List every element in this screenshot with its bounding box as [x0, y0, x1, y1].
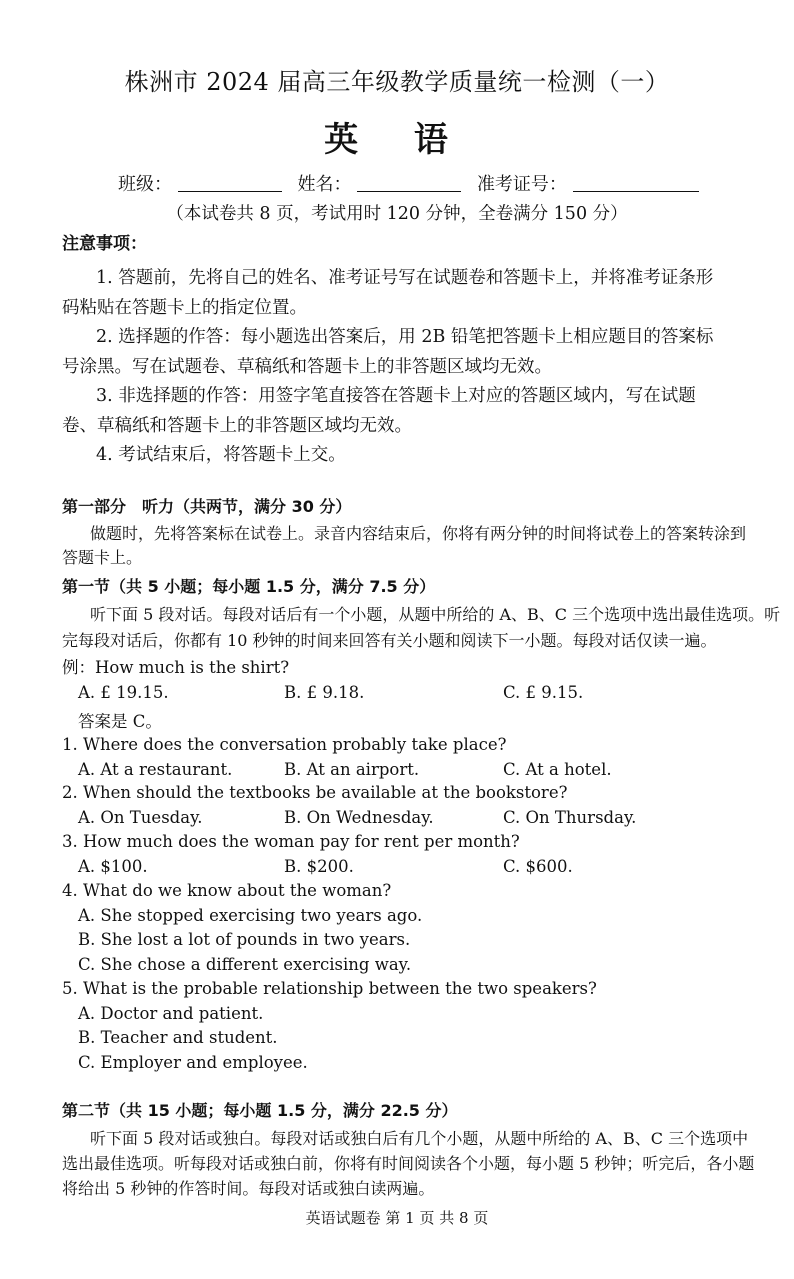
example-question: 例：How much is the shirt?: [62, 658, 290, 677]
question-1: 1. Where does the conversation probably take place?: [62, 735, 507, 754]
q4-option-c: C. She chose a different exercising way.: [78, 955, 412, 974]
q2-option-b: B. On Wednesday.: [284, 808, 434, 827]
intro-line: 选出最佳选项。听每段对话或独白前，你将有时间阅读各个小题，每小题 5 秒钟；听完后，各小题: [62, 1154, 755, 1173]
q1-option-a: A. At a restaurant.: [78, 760, 233, 779]
q3-option-b: B. $200.: [284, 857, 354, 876]
exam-id-label: 准考证号：: [476, 174, 567, 195]
intro-line: 答题卡上。: [62, 548, 143, 567]
student-info-fields: [118, 170, 699, 196]
notice-heading: 注意事项：: [62, 234, 147, 254]
notice-line: 4. 考试结束后，将答题卡上交。: [96, 445, 346, 465]
example-option-b: B. £ 9.18.: [284, 683, 365, 702]
q4-option-a: A. She stopped exercising two years ago.: [78, 906, 423, 925]
notice-line: 1. 答题前，先将自己的姓名、准考证号写在试题卷和答题卡上，并将准考证条形: [96, 268, 714, 288]
q5-option-b: B. Teacher and student.: [78, 1028, 278, 1047]
q5-option-c: C. Employer and employee.: [78, 1053, 308, 1072]
q4-option-b: B. She lost a lot of pounds in two years.: [78, 930, 411, 949]
notice-line: 号涂黑。写在试题卷、草稿纸和答题卡上的非答题区域均无效。: [62, 356, 552, 377]
example-option-c: C. £ 9.15.: [503, 683, 584, 702]
notice-line: 码粘贴在答题卡上的指定位置。: [62, 297, 307, 318]
class-label: 班级：: [118, 174, 172, 195]
q2-option-c: C. On Thursday.: [503, 808, 637, 827]
intro-line: 听下面 5 段对话或独白。每段对话或独白后有几个小题，从题中所给的 A、B、C 三个选项中: [90, 1129, 749, 1148]
intro-line: 做题时，先将答案标在试卷上。录音内容结束后，你将有两分钟的时间将试卷上的答案转涂到: [90, 524, 747, 543]
question-3: 3. How much does the woman pay for rent per month?: [62, 832, 520, 851]
intro-line: 将给出 5 秒钟的作答时间。每段对话或独白读两遍。: [62, 1179, 435, 1198]
notice-body: [62, 264, 742, 471]
example-option-a: A. £ 19.15.: [78, 683, 169, 702]
question-4: 4. What do we know about the woman?: [62, 881, 392, 900]
notice-line: 3. 非选择题的作答：用签字笔直接答在答题卡上对应的答题区域内，写在试题: [96, 386, 696, 406]
q1-option-b: B. At an airport.: [284, 760, 420, 779]
name-field[interactable]: [357, 175, 461, 192]
question-5: 5. What is the probable relationship between the two speakers?: [62, 979, 597, 998]
question-2: 2. When should the textbooks be available at the bookstore?: [62, 783, 568, 802]
section1-intro: [62, 602, 781, 654]
page-footer: 英语试题卷 第 1 页 共 8 页: [305, 1209, 489, 1227]
section2-intro: [62, 1126, 755, 1201]
notice-line: 卷、草稿纸和答题卡上的非答题区域均无效。: [62, 415, 412, 436]
part1-intro: [62, 522, 747, 570]
section2-heading: 第二节（共 15 小题；每小题 1.5 分，满分 22.5 分）: [62, 1101, 458, 1120]
notice-line: 2. 选择题的作答：每小题选出答案后，用 2B 铅笔把答题卡上相应题目的答案标: [96, 327, 714, 347]
intro-line: 完每段对话后，你都有 10 秒钟的时间来回答有关小题和阅读下一小题。每段对话仅读一遍。: [62, 631, 717, 650]
q3-option-c: C. $600.: [503, 857, 573, 876]
q2-option-a: A. On Tuesday.: [78, 808, 203, 827]
section1-heading: 第一节（共 5 小题；每小题 1.5 分，满分 7.5 分）: [62, 577, 436, 596]
exam-id-field[interactable]: [573, 175, 699, 192]
exam-note: （本试卷共 8 页，考试用时 120 分钟，全卷满分 150 分）: [166, 204, 628, 224]
name-label: 姓名：: [297, 174, 352, 195]
example-answer: 答案是 C。: [78, 712, 162, 731]
class-field[interactable]: [178, 175, 282, 192]
intro-line: 听下面 5 段对话。每段对话后有一个小题，从题中所给的 A、B、C 三个选项中选出最佳选项。听: [90, 605, 781, 624]
q5-option-a: A. Doctor and patient.: [78, 1004, 264, 1023]
subject-title: 英 语: [324, 120, 470, 160]
exam-title: 株洲市 2024 届高三年级教学质量统一检测（一）: [124, 68, 670, 96]
q3-option-a: A. $100.: [78, 857, 148, 876]
q1-option-c: C. At a hotel.: [503, 760, 612, 779]
part1-heading: 第一部分 听力（共两节，满分 30 分）: [62, 497, 352, 516]
